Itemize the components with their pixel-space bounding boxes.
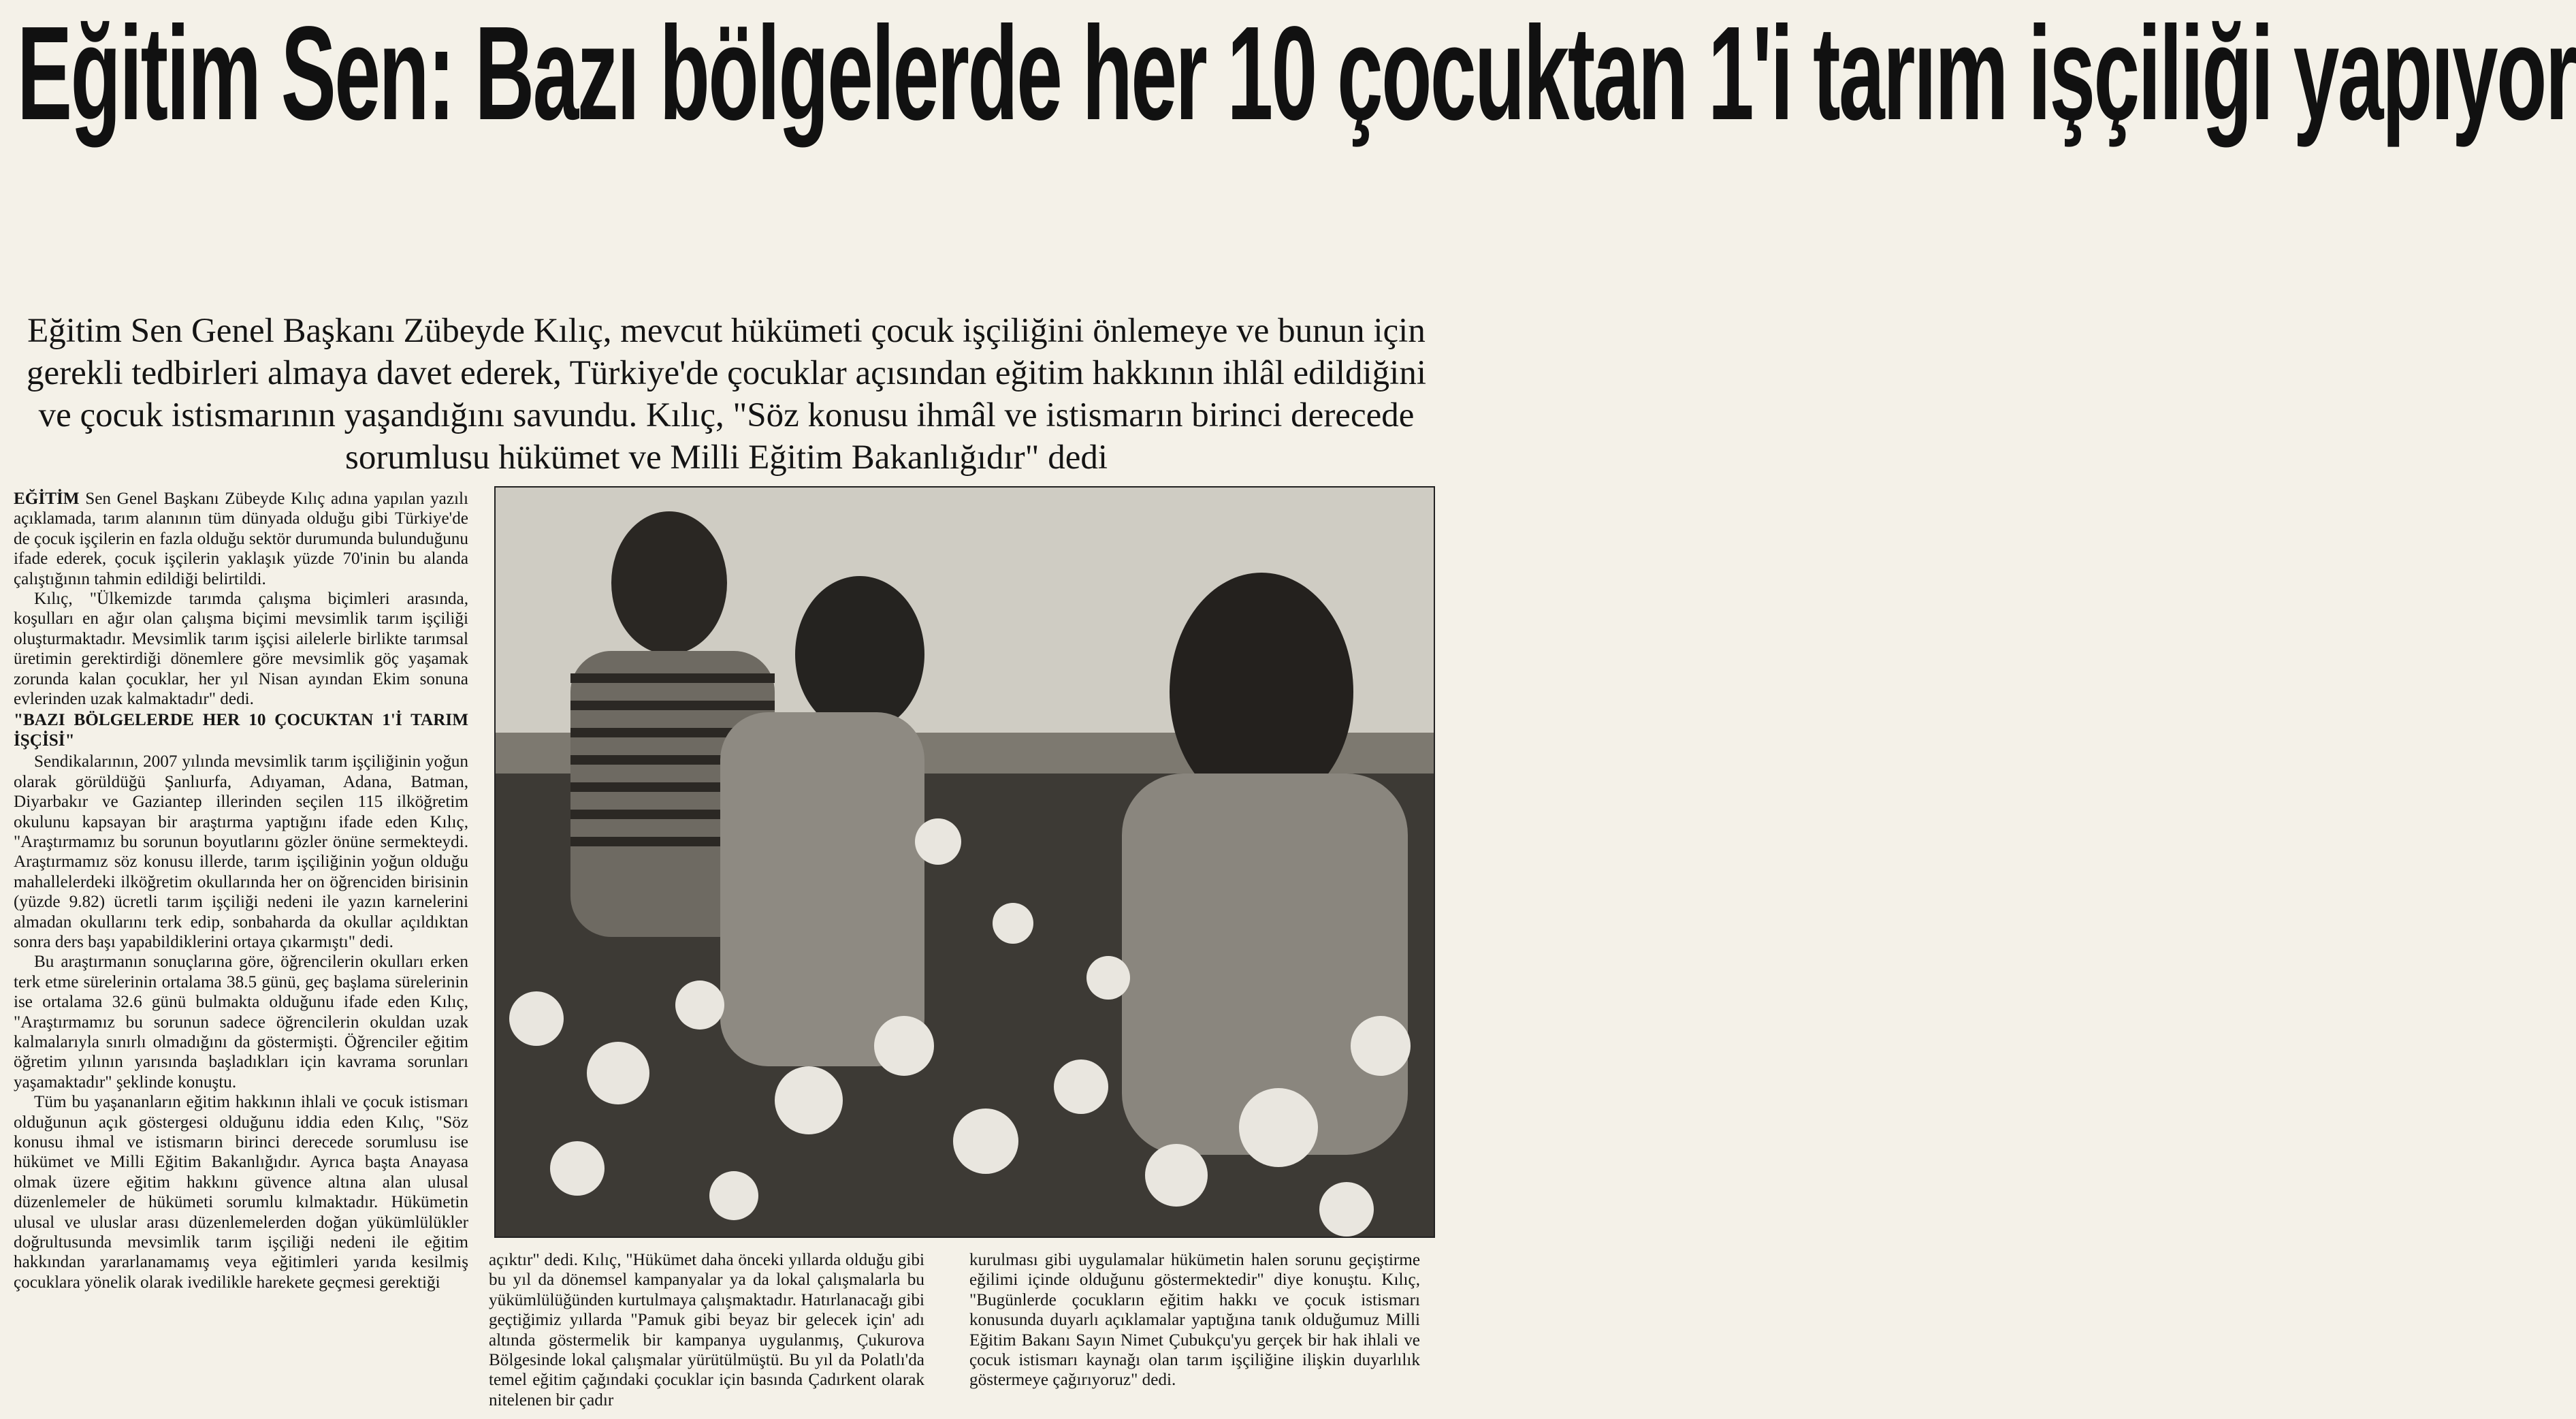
paragraph-3: Sendikalarının, 2007 yılında mevsimlik tarım işçiliğinin yoğun olarak görüldüğü Şanlıurfa, Adıyaman, Adana, Batman, Diyarbakır ve Gaziantep illerinden seçilen 115 ilköğretim okulunu kapsayan bir araştırma yaptığını ifade eden Kılıç, "Araştırmamız bu sorunun boyutlarını gözler önüne sermekteydi. Araştırmamız söz konusu illerde, tarım işçiliğinin yoğun olduğu mahallelerdeki ilköğretim okullarında her on öğrenciden birisinin (yüzde 9.82) ücretli tarım işçiliği nedeni ile yazın karnelerini almadan okullarını terk edip, sonbaharda da okullar açıldıktan sonra ders başı yapabildiklerini ortaya çıkarmıştı" dedi. bbox=[14, 752, 468, 951]
article-column-2 bbox=[489, 1250, 924, 1410]
paragraph-5: Tüm bu yaşananların eğitim hakkının ihlali ve çocuk istismarı olduğunun açık göstergesi olduğunu iddia eden Kılıç, "Söz konusu ihmal ve istismarın birinci derecede sorumlusu ise hükümet ve Milli Eğitim Bakanlığıdır. Ayrıca başta Anayasa olmak üzere eğitim hakkını güvence altına alan ulusal düzenlemeler de hükümeti sorumlu kılmaktadır. Hükümetin ulusal ve uluslar arası düzenlemelerden doğan yükümlülükler doğrultusunda mevsimlik tarım işçiliği nedeni ile eğitim hakkından yararlanamamış veya eğitimleri yarıda kesilmiş çocuklara yönelik olarak ivedilikle harekete geçmesi gerektiği bbox=[14, 1093, 468, 1292]
paragraph-4: Bu araştırmanın sonuçlarına göre, öğrencilerin okulları erken terk etme sürelerinin ortalama 38.5 günü, geç başlama sürelerinin ise ortalama 32.6 günü bulmakta olduğunu ifade eden Kılıç, "Araştırmamız bu sorunun sadece öğrencilerin okuldan uzak kalmalarıyla sınırlı olmadığını da göstermişti. Öğrenciler eğitim öğretim yılının yarısında başladıkları için kavrama sorunları yaşamaktadır" şeklinde konuştu. bbox=[14, 953, 468, 1091]
photo-illustration bbox=[496, 488, 1434, 1237]
article-column-3 bbox=[969, 1250, 1420, 1390]
article-column-1 bbox=[14, 489, 468, 1292]
paragraph-1-text: Sen Genel Başkanı Zübeyde Kılıç adına yapılan yazılı açıklamada, tarım alanının tüm dünyada olduğu gibi Türkiye'de de çocuk işçilerin en fazla olduğu sektör durumunda bulunduğunu ifade ederek, çocuk işçilerin yaklaşık yüzde 70'inin bu alanda çalıştığının tahmin edildiği belirtildi. bbox=[14, 490, 468, 588]
headline-line-2: çocuktan 1'i tarım işçiliği yapıyor bbox=[1337, 0, 2576, 148]
paragraph-6: açıktır" dedi. Kılıç, "Hükümet daha önceki yıllarda olduğu gibi bu yıl da dönemsel kampanyalar ya da lokal çalışmalarla bu yükümlülüğünden kurtulmaya çalışmaktadır. Hatırlanacağı gibi geçtiğimiz yıllarda "Pamuk gibi beyaz bir gelecek için' adı altında göstermelik bir kampanya uygulanmış, Çukurova Bölgesinde lokal çalışmalar yürütülmüştü. Bu yıl da Polatlı'da temel eğitim çağındaki çocuklar için basında Çadırkent olarak nitelenen bir çadır bbox=[489, 1251, 924, 1409]
paragraph-2: Kılıç, "Ülkemizde tarımda çalışma biçimleri arasında, koşulları en ağır olan çalışma biçimi mevsimlik tarım işçiliği oluşturmaktadır. Mevsimlik tarım işçisi ailelerle birlikte tarımsal üretimin gerektirdiği dönemlere göre mevsimlik göç yaşamak zorunda kalan çocuklar, her yıl Nisan ayından Ekim sonuna evlerinden uzak kalmaktadır" dedi. bbox=[14, 590, 468, 709]
news-photo-children-cotton-field bbox=[494, 486, 1435, 1238]
lead-word: EĞİTİM bbox=[14, 490, 80, 508]
headline bbox=[0, 0, 2576, 306]
subheading: "BAZI BÖLGELERDE HER 10 ÇOCUKTAN 1'İ TARIM İŞÇİSİ" bbox=[14, 711, 468, 750]
paragraph-7: kurulması gibi uygulamalar hükümetin halen sorunu geçiştirme eğilimi içinde olduğunu göstermektedir" diye konuştu. Kılıç, "Bugünlerde çocukların eğitim hakkı ve çocuk istismarı konusunda duyarlı açıklamalar yaptığına tanık olduğumuz Milli Eğitim Bakanı Sayın Nimet Çubukçu'yu gerçek bir hak ihlali ve çocuk istismarı kaynağı olan tarım işçiliğine ilişkin duyarlılık göstermeye çağırıyoruz" dedi. bbox=[969, 1251, 1420, 1390]
headline-line-1: Eğitim Sen: Bazı bölgelerde her 10 bbox=[17, 0, 1316, 148]
paragraph-1 bbox=[14, 489, 468, 589]
deck-summary: Eğitim Sen Genel Başkanı Zübeyde Kılıç, mevcut hükümeti çocuk işçiliğini önlemeye ve bunun için gerekli tedbirleri almaya davet ederek, Türkiye'de çocuklar açısından eğitim hakkının ihlâl edildiğini ve çocuk istismarının yaşandığını savundu. Kılıç, "Söz konusu ihmâl ve istismarın birinci derecede sorumlusu hükümet ve Milli Eğitim Bakanlığıdır" dedi bbox=[26, 312, 1426, 477]
